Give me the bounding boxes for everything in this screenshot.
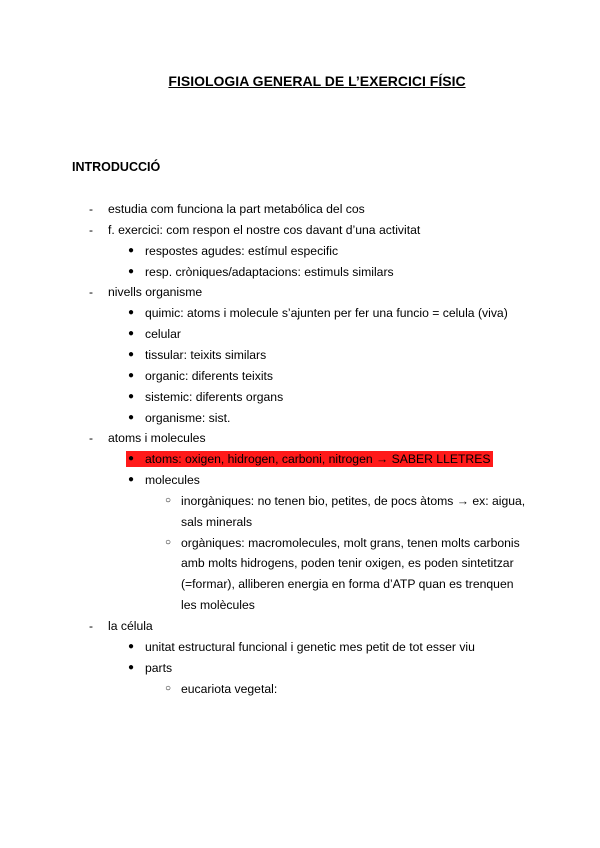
list-item (89, 201, 365, 217)
list-item (89, 430, 206, 446)
bullet-marker-icon: ● (128, 661, 135, 673)
list-item-text: les molècules (181, 598, 255, 613)
list-item-text: f. exercici: com respon el nostre cos davant d’una activitat (108, 222, 421, 237)
document-title: FISIOLOGIA GENERAL DE L’EXERCICI FÍSIC (168, 73, 466, 89)
list-item (165, 535, 520, 551)
list-item-text: organisme: sist. (145, 410, 231, 425)
list-item (128, 410, 231, 426)
circle-marker-icon: ○ (165, 494, 172, 506)
bullet-marker-icon: ● (128, 328, 135, 340)
list-item-text: parts (145, 660, 173, 675)
list-item-text: la célula (108, 619, 153, 633)
list-item (89, 284, 203, 300)
dash-marker-icon: - (89, 222, 93, 237)
list-item-continuation (181, 555, 514, 571)
bullet-marker-icon: ● (128, 411, 135, 423)
list-item-text: resp. cròniques/adaptacions: estimuls similars (145, 264, 394, 279)
list-item (128, 243, 339, 259)
list-item-continuation (181, 514, 252, 530)
list-item (128, 264, 394, 280)
list-item (128, 347, 267, 363)
list-item (128, 368, 274, 384)
section-heading: INTRODUCCIÓ (72, 160, 161, 174)
list-item-text: estudia com funciona la part metabólica del cos (108, 202, 365, 216)
list-item (128, 660, 173, 676)
dash-marker-icon: - (89, 285, 93, 300)
list-item (128, 451, 493, 467)
list-item-text: atoms i molecules (108, 431, 206, 446)
list-item-text: (=formar), alliberen energia en forma d’ATP quan es trenquen (181, 577, 514, 592)
list-item-text: molecules (145, 473, 200, 488)
bullet-marker-icon: ● (128, 453, 135, 465)
circle-marker-icon: ○ (165, 682, 172, 694)
list-item (128, 389, 284, 405)
list-item (128, 305, 508, 321)
list-item-text: inorgàniques: no tenen bio, petites, de pocs àtoms → ex: aigua, (181, 493, 526, 508)
bullet-marker-icon: ● (128, 640, 135, 652)
bullet-marker-icon: ● (128, 244, 135, 256)
list-item-text: sistemic: diferents organs (145, 389, 284, 404)
dash-marker-icon: - (89, 431, 93, 446)
dash-marker-icon: - (89, 202, 93, 216)
list-item-text: respostes agudes: estímul especific (145, 243, 339, 258)
list-item (165, 493, 526, 509)
list-item (165, 681, 278, 697)
list-item (128, 472, 200, 488)
list-item-text: orgàniques: macromolecules, molt grans, tenen molts carbonis (181, 535, 520, 550)
circle-marker-icon: ○ (165, 536, 172, 548)
dash-marker-icon: - (89, 619, 93, 633)
list-item-text: amb molts hidrogens, poden tenir oxigen, es poden sintetitzar (181, 556, 514, 571)
list-item (89, 618, 153, 634)
bullet-marker-icon: ● (128, 390, 135, 402)
list-item-text: tissular: teixits similars (145, 347, 267, 362)
list-item-text: organic: diferents teixits (145, 368, 274, 383)
bullet-marker-icon: ● (128, 369, 135, 381)
list-item-text: quimic: atoms i molecule s’ajunten per fer una funcio = celula (viva) (145, 306, 508, 321)
bullet-marker-icon: ● (128, 307, 135, 319)
list-item (89, 222, 421, 238)
bullet-marker-icon: ● (128, 348, 135, 360)
list-item (128, 326, 181, 342)
bullet-marker-icon: ● (128, 474, 135, 486)
list-item-text: unitat estructural funcional i genetic mes petit de tot esser viu (145, 639, 475, 654)
list-item-continuation (181, 576, 514, 592)
bullet-marker-icon: ● (128, 265, 135, 277)
list-item-text: nivells organisme (108, 285, 203, 300)
list-item-text: celular (145, 327, 181, 342)
list-item-text: sals minerals (181, 514, 253, 529)
list-item-text: eucariota vegetal: (181, 681, 278, 696)
list-item-text: atoms: oxigen, hidrogen, carboni, nitrogen → SABER LLETRES (145, 452, 491, 467)
list-item-continuation (181, 597, 255, 613)
list-item (128, 639, 475, 655)
